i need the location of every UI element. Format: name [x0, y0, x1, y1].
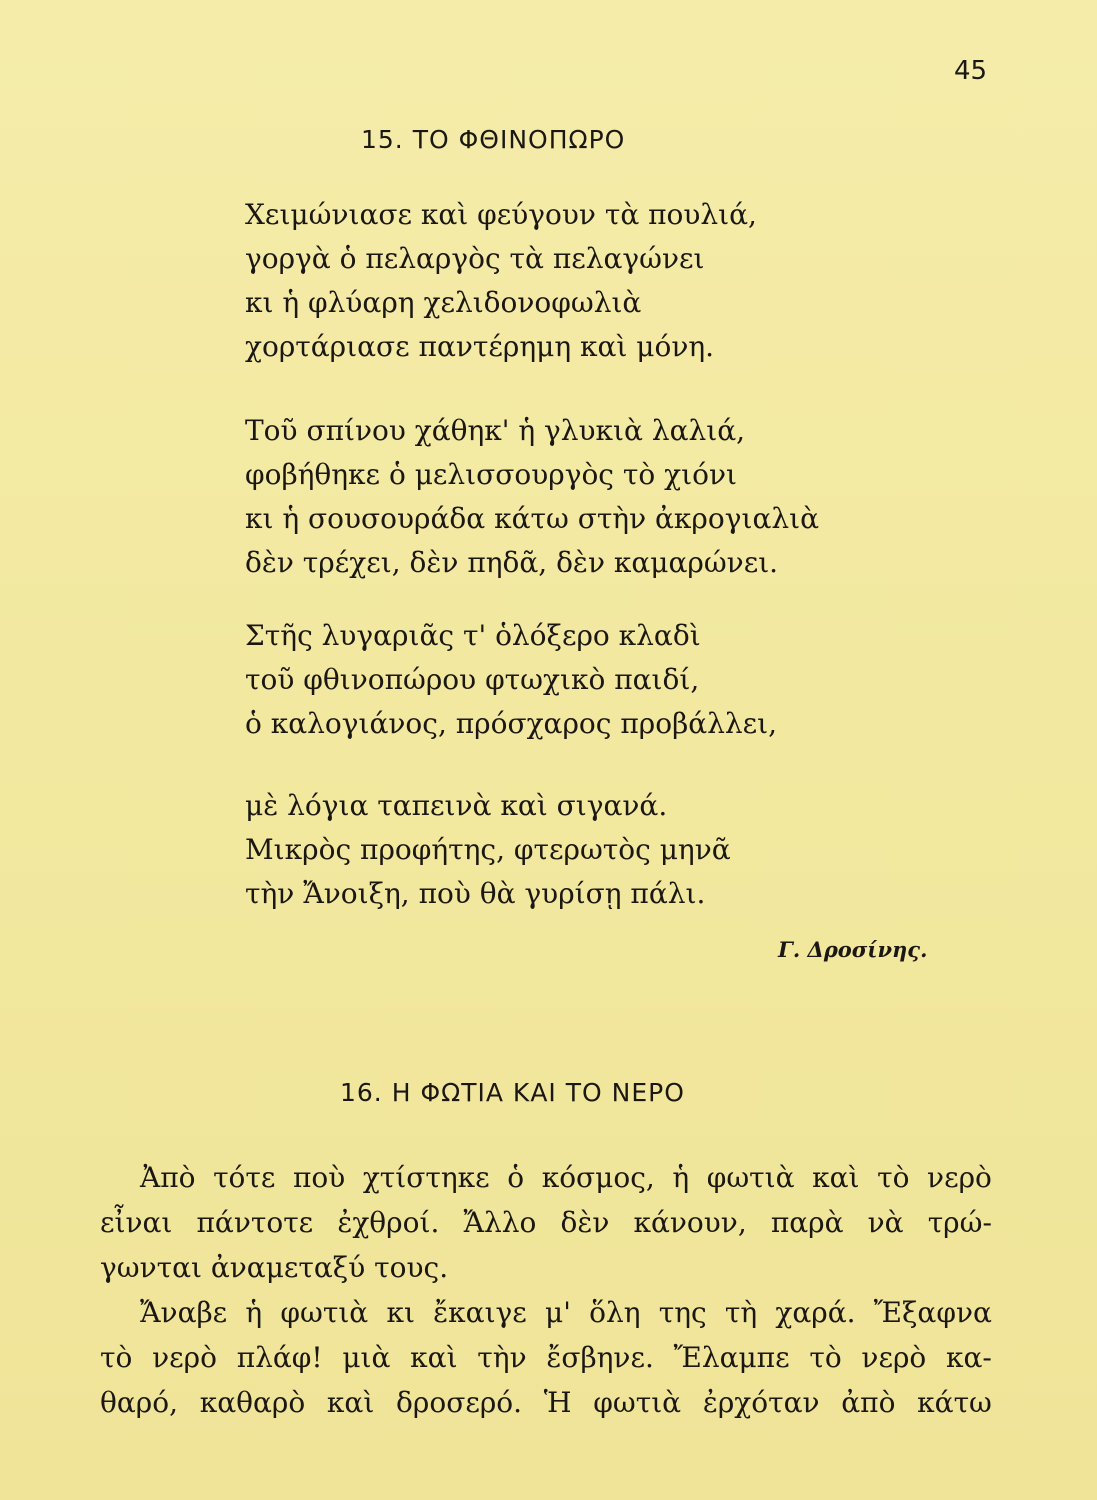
- word: της: [658, 1296, 707, 1329]
- word: ἔσβηνε.: [546, 1341, 654, 1374]
- paragraph-line: [100, 1335, 992, 1380]
- word: Ἔξαφνα: [873, 1296, 992, 1329]
- poem-author: Γ. Δροσίνης.: [778, 937, 928, 962]
- word: τὴν: [477, 1341, 527, 1374]
- poem-line: ὁ καλογιάνος, πρόσχαρος προβάλλει,: [245, 707, 778, 740]
- word: εἶναι: [100, 1206, 173, 1239]
- poem-line: χορτάριασε παντέρημη καὶ μόνη.: [245, 330, 715, 363]
- word: νὰ: [867, 1206, 904, 1239]
- word: τότε: [213, 1161, 276, 1194]
- word: κα-: [946, 1341, 992, 1374]
- word: δροσερό.: [396, 1386, 523, 1419]
- word: ποὺ: [292, 1161, 346, 1194]
- poem-line: τὴν Ἄνοιξη, ποὺ θὰ γυρίσῃ πάλι.: [245, 877, 706, 910]
- poem-line: φοβήθηκε ὁ μελισσουργὸς τὸ χιόνι: [245, 458, 737, 491]
- word: δὲν: [560, 1206, 610, 1239]
- word: κάνουν,: [633, 1206, 747, 1239]
- paragraph-line: [100, 1290, 992, 1335]
- word: πάντοτε: [196, 1206, 314, 1239]
- word: νερὸ: [927, 1161, 992, 1194]
- poem-stanza: [245, 784, 731, 916]
- word: τὸ: [877, 1161, 910, 1194]
- word: μ': [545, 1296, 571, 1329]
- word: Ἄναβε: [140, 1296, 228, 1329]
- word: τρώ-: [927, 1206, 992, 1239]
- word: ἡ: [245, 1296, 263, 1329]
- word: Ἔλαμπε: [673, 1341, 790, 1374]
- word: μιὰ: [342, 1341, 391, 1374]
- word: Ἄλλο: [463, 1206, 537, 1239]
- story-paragraph: [100, 1155, 992, 1290]
- poem-line: γοργὰ ὁ πελαργὸς τὰ πελαγώνει: [245, 242, 705, 275]
- story-title: 16. Η ΦΩΤΙΑ ΚΑΙ ΤΟ ΝΕΡΟ: [340, 1078, 685, 1107]
- poem-line: Μικρὸς προφήτης, φτερωτὸς μηνᾶ: [245, 833, 731, 866]
- poem-title: 15. ΤΟ ΦΘΙΝΟΠΩΡΟ: [361, 125, 626, 154]
- poem-stanza: [245, 409, 819, 585]
- word: Ἡ: [543, 1386, 572, 1419]
- word: τὸ: [809, 1341, 842, 1374]
- story-paragraph: [100, 1290, 992, 1425]
- word: ὁ: [507, 1161, 525, 1194]
- word: κι: [386, 1296, 415, 1329]
- paragraph-line: [100, 1380, 992, 1425]
- word: τὸ: [100, 1341, 133, 1374]
- poem-line: Στῆς λυγαριᾶς τ' ὁλόξερο κλαδὶ: [245, 619, 701, 652]
- poem-line: δὲν τρέχει, δὲν πηδᾶ, δὲν καμαρώνει.: [245, 546, 779, 579]
- paragraph-line: γωνται ἀναμεταξύ τους.: [100, 1251, 449, 1284]
- word: καὶ: [326, 1386, 375, 1419]
- paragraph-line: [100, 1200, 992, 1245]
- word: χαρά.: [775, 1296, 856, 1329]
- word: τὴ: [724, 1296, 758, 1329]
- word: ἔκαιγε: [433, 1296, 527, 1329]
- word: θαρό,: [100, 1386, 178, 1419]
- word: ὅλη: [589, 1296, 641, 1329]
- word: καθαρὸ: [199, 1386, 306, 1419]
- poem-line: κι ἡ σουσουράδα κάτω στὴν ἀκρογιαλιὰ: [245, 502, 819, 535]
- word: κόσμος,: [541, 1161, 655, 1194]
- word: ἐρχόταν: [702, 1386, 820, 1419]
- word: νερὸ: [152, 1341, 217, 1374]
- paragraph-line: [100, 1155, 992, 1200]
- poem-line: κι ἡ φλύαρη χελιδονοφωλιὰ: [245, 286, 642, 319]
- word: ἀπὸ: [841, 1386, 896, 1419]
- word: καὶ: [410, 1341, 458, 1374]
- word: φωτιὰ: [593, 1386, 682, 1419]
- poem-stanza: [245, 614, 777, 746]
- word: νερὸ: [861, 1341, 927, 1374]
- word: πλάφ!: [236, 1341, 323, 1374]
- poem-line: Χειμώνιασε καὶ φεύγουν τὰ πουλιά,: [245, 198, 757, 231]
- word: καὶ: [812, 1161, 860, 1194]
- word: ἡ: [672, 1161, 690, 1194]
- poem-line: μὲ λόγια ταπεινὰ καὶ σιγανά.: [245, 789, 668, 822]
- poem-line: τοῦ φθινοπώρου φτωχικὸ παιδί,: [245, 663, 700, 696]
- word: φωτιὰ: [706, 1161, 795, 1194]
- page-number: 45: [954, 56, 988, 86]
- word: Ἀπὸ: [140, 1161, 196, 1194]
- word: φωτιὰ: [280, 1296, 369, 1329]
- word: κάτω: [917, 1386, 992, 1419]
- word: χτίστηκε: [362, 1161, 490, 1194]
- word: παρὰ: [770, 1206, 844, 1239]
- poem-stanza: [245, 193, 757, 369]
- poem-line: Τοῦ σπίνου χάθηκ' ἡ γλυκιὰ λαλιά,: [245, 414, 746, 447]
- word: ἐχθροί.: [337, 1206, 440, 1239]
